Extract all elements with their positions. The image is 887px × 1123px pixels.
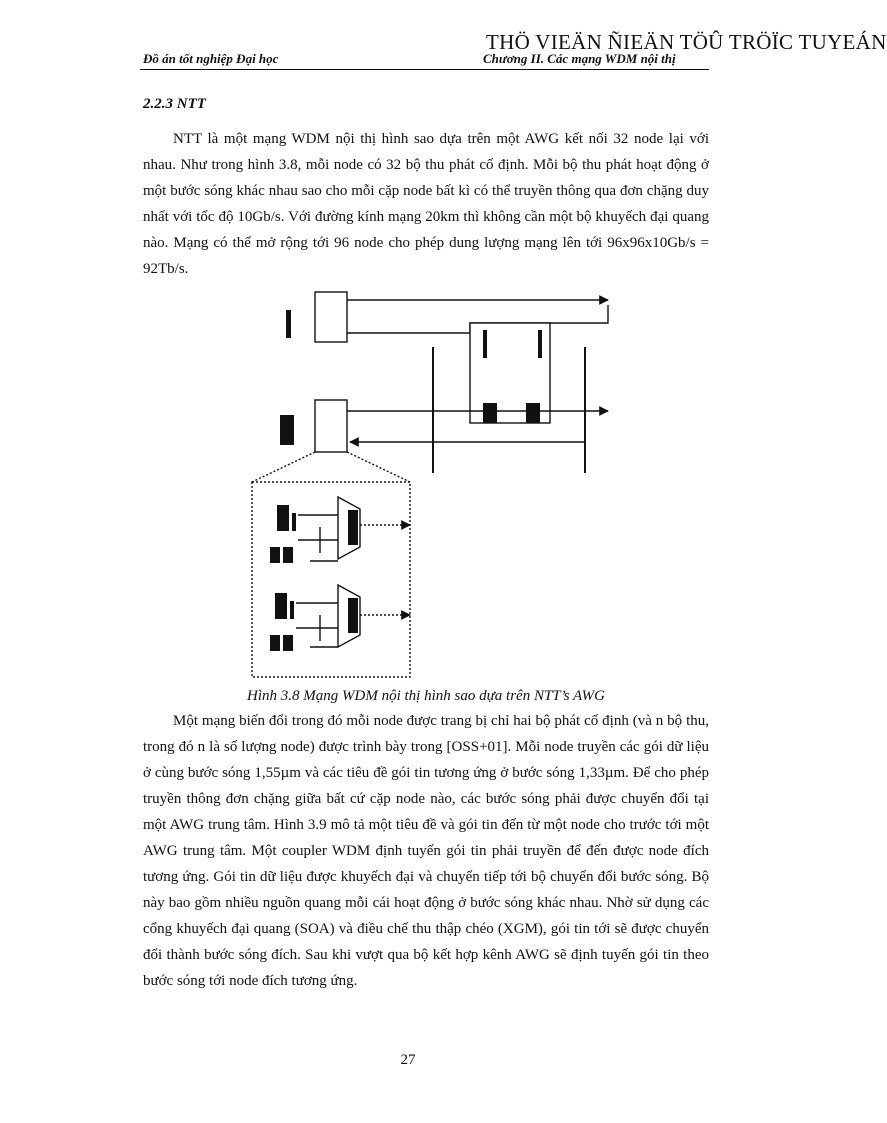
upper-node-box bbox=[315, 292, 347, 342]
awg-port-tr bbox=[538, 330, 542, 358]
figure-caption: Hình 3.8 Mạng WDM nội thị hình sao dựa trên NTT’s AWG bbox=[247, 688, 605, 704]
watermark-text: THÖ VIEÄN ÑIEÄN TÖÛ TRÖÏC TUYEÁN bbox=[486, 30, 887, 54]
awg-port-bl bbox=[483, 403, 497, 423]
upper-node-tx-bar bbox=[286, 310, 291, 338]
section-title: 2.2.3 NTT bbox=[143, 96, 206, 112]
figure-3-8 bbox=[240, 285, 620, 685]
header-right: Chương II. Các mạng WDM nội thị bbox=[483, 51, 676, 66]
header-left: Đồ án tốt nghiệp Đại học bbox=[143, 51, 279, 66]
awg-port-br bbox=[526, 403, 540, 423]
zoom-line-right bbox=[347, 452, 410, 482]
paragraph-2: Một mạng biến đổi trong đó mỗi node được trang bị chỉ hai bộ phát cố định (và n bộ thu, trong đó n là số lượng node) được trình bày trong [OSS+01]. Mỗi node truyền các gói dữ liệu ở cùng bước sóng 1,55µm và các tiêu đề gói tin tương ứng ở bước sóng 1,33µm. Để cho phép truyền thông đơn chặng giữa bất cứ cặp node nào, các bước sóng phải được chuyển đổi tại một AWG trung tâm. Hình 3.9 mô tả một tiêu đề và gói tin đến từ một node cho trước tới một AWG trung tâm. Một coupler WDM định tuyến gói tin phải truyền để đến được node đích tương ứng. Gói tin dữ liệu được khuyếch đại và chuyển tiếp tới bộ chuyển đổi bước sóng. Bộ này bao gồm nhiều nguồn quang mỗi cái hoạt động ở bước sóng khác nhau. Nhờ sử dụng các cổng khuyếch đại quang (SOA) và điều chế thu thập chéo (XGM), gói tin tới sẽ được chuyển đổi thành bước sóng đích. Sau khi vượt qua bộ kết hợp kênh AWG sẽ định tuyến gói tin theo bước sóng tới node đích tương ứng. bbox=[143, 713, 709, 989]
lower-node-box bbox=[315, 400, 347, 452]
zoom-line-left bbox=[252, 452, 315, 482]
paragraph-1: NTT là một mạng WDM nội thị hình sao dựa trên một AWG kết nối 32 node lại với nhau. Như trong hình 3.8, mỗi node có 32 bộ thu phát cố định. Mỗi bộ thu phát hoạt động ở một bước sóng khác nhau sao cho mỗi cặp node bất kì có thể truyền thông qua đơn chặng duy nhất với tốc độ 10Gb/s. Với đường kính mạng 20km thì không cần một bộ khuyếch đại quang nào. Mạng có thể mở rộng tới 96 node cho phép dung lượng mạng lên tới 96x96x10Gb/s = 92Tb/s. bbox=[143, 131, 709, 277]
lower-node-tx-bar bbox=[280, 415, 294, 445]
page-number: 27 bbox=[400, 1052, 416, 1068]
header-rule bbox=[140, 69, 709, 70]
awg-port-tl bbox=[483, 330, 487, 358]
